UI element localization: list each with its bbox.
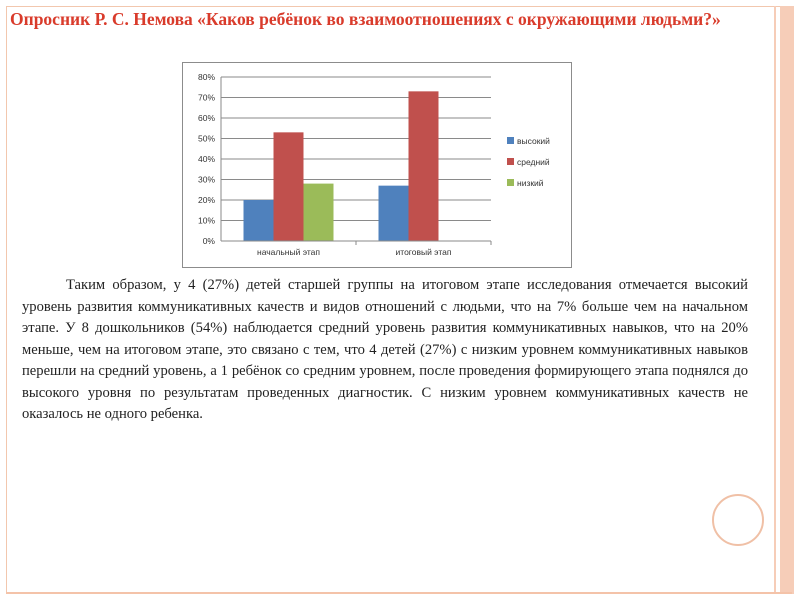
bar-высокий [379,186,409,241]
decorative-side-bar [780,6,794,594]
bar-средний [409,91,439,241]
y-tick-label: 50% [197,133,215,144]
y-tick-label: 80% [197,72,215,82]
decorative-line [774,6,776,594]
legend-swatch [507,158,514,165]
legend-swatch [507,137,514,144]
y-tick-label: 30% [197,174,215,185]
legend-label: высокий [517,136,550,146]
legend-label: низкий [517,178,544,188]
bar-средний [274,132,304,241]
x-tick-label: начальный этап [257,247,320,257]
legend-swatch [507,179,514,186]
y-tick-label: 60% [197,113,215,123]
slide-title: Опросник Р. С. Немова «Каков ребёнок во взаимоотношениях с окружающими людьми?» [10,9,721,29]
x-tick-label: итоговый этап [395,247,452,257]
bar-chart [182,62,572,268]
y-tick-label: 10% [197,215,215,226]
body-paragraph: Таким образом, у 4 (27%) детей старшей группы на итоговом этапе исследования отмечается высокий уровень развития коммуникативных качеств и видов отношений с людьми, что на 7% больше чем на начальном этапе. У 8 дошкольников (54%) наблюдается средний уровень развития коммуникативных навыков, что на 20% меньше, чем на итоговом этапе, это связано с тем, что 4 детей (27%) с низким уровнем коммуникативных навыков перешли на средний уровень, а 1 ребёнок со средним уровнем, после проведения формирующего этапа поднялся до высокого уровня по результатам проведенных диагностик. С низким уровнем коммуникативных качеств не оказалось не одного ребенка. [22,277,748,422]
legend-label: средний [517,157,550,167]
bar-низкий [304,184,334,241]
decorative-bottom-line [6,592,792,594]
chart-svg [183,63,571,267]
decorative-circle [712,494,764,546]
y-tick-label: 70% [197,92,215,103]
y-tick-label: 40% [197,154,215,164]
y-tick-label: 0% [202,236,215,246]
y-tick-label: 20% [197,195,215,205]
bar-высокий [244,200,274,241]
